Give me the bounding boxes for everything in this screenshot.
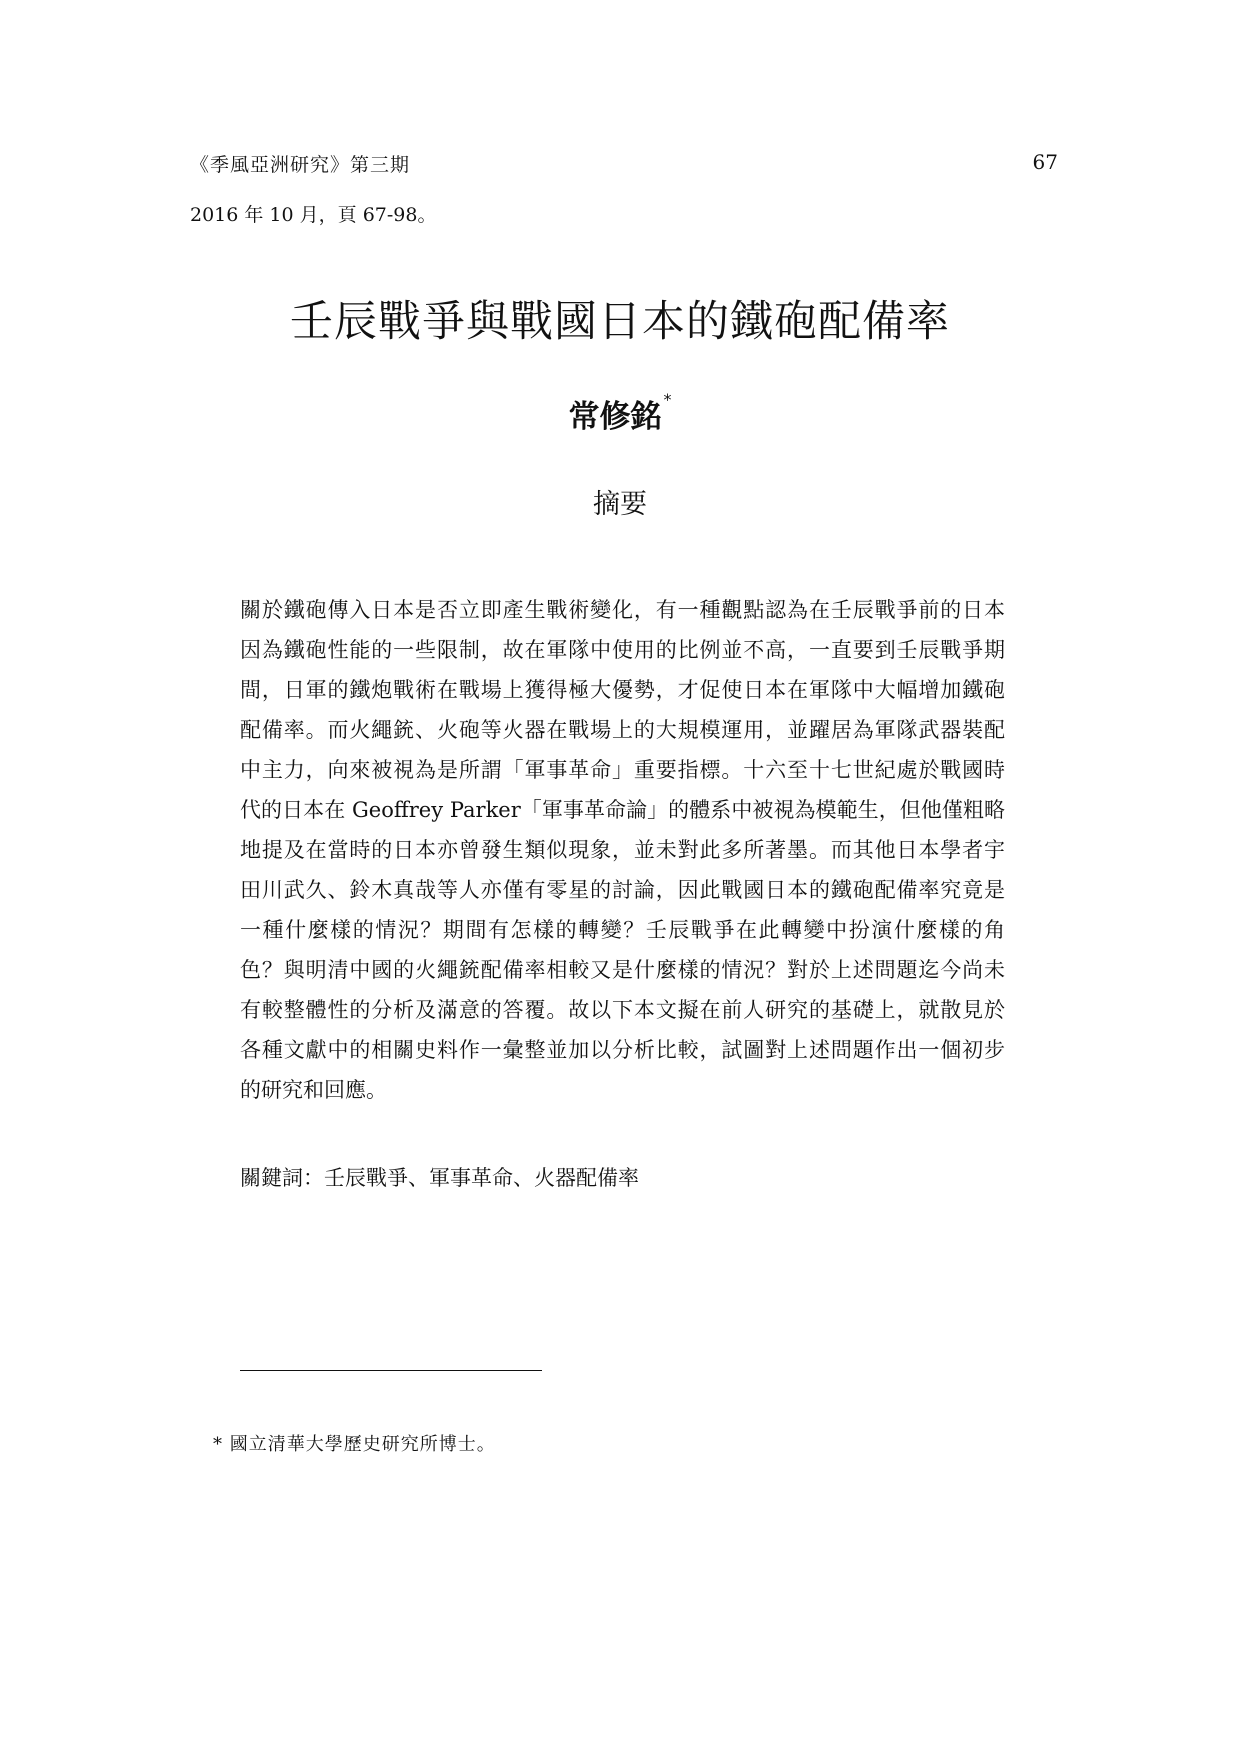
footnote-divider xyxy=(240,1370,542,1371)
abstract-line: 田川武久、鈴木真哉等人亦僅有零星的討論，因此戰國日本的鐵砲配備率究竟是 xyxy=(240,878,1005,902)
abstract-line: 間，日軍的鐵炮戰術在戰場上獲得極大優勢，才促使日本在軍隊中大幅增加鐵砲 xyxy=(240,678,1005,702)
author-footnote-mark[interactable]: * xyxy=(663,390,672,409)
article-title: 壬辰戰爭與戰國日本的鐵砲配備率 xyxy=(290,297,950,347)
abstract-line: 各種文獻中的相關史料作一彙整並加以分析比較，試圖對上述問題作出一個初步 xyxy=(240,1038,1005,1062)
abstract-line: 代的日本在 Geoffrey Parker「軍事革命論」的體系中被視為模範生，但他僅粗略 xyxy=(240,798,1005,822)
abstract-body xyxy=(240,590,1005,1110)
abstract-line: 地提及在當時的日本亦曾發生類似現象，並未對此多所著墨。而其他日本學者宇 xyxy=(240,838,1005,862)
issue-date: 2016 年 10 月，頁 67-98。 xyxy=(190,204,437,226)
abstract-line: 因為鐵砲性能的一些限制，故在軍隊中使用的比例並不高，一直要到壬辰戰爭期 xyxy=(240,638,1005,662)
abstract-line: 配備率。而火繩銃、火砲等火器在戰場上的大規模運用，並躍居為軍隊武器裝配 xyxy=(240,718,1005,742)
abstract-heading: 摘要 xyxy=(593,489,647,520)
abstract-line: 有較整體性的分析及滿意的答覆。故以下本文擬在前人研究的基礎上，就散見於 xyxy=(240,998,1005,1022)
abstract-line: 的研究和回應。 xyxy=(240,1078,387,1102)
keywords: 關鍵詞：壬辰戰爭、軍事革命、火器配備率 xyxy=(240,1166,639,1190)
abstract-line: 色？與明清中國的火繩銃配備率相較又是什麼樣的情況？對於上述問題迄今尚未 xyxy=(240,958,1005,982)
abstract-line: 中主力，向來被視為是所謂「軍事革命」重要指標。十六至十七世紀處於戰國時 xyxy=(240,758,1005,782)
footnote-author-affiliation: * 國立清華大學歷史研究所博士。 xyxy=(213,1434,496,1455)
abstract-line: 一種什麼樣的情況？期間有怎樣的轉變？壬辰戰爭在此轉變中扮演什麼樣的角 xyxy=(240,918,1005,942)
page-number: 67 xyxy=(1032,150,1058,174)
author-line xyxy=(0,390,1240,436)
abstract-line: 關於鐵砲傳入日本是否立即產生戰術變化，有一種觀點認為在壬辰戰爭前的日本 xyxy=(240,598,1005,622)
journal-name: 《季風亞洲研究》第三期 xyxy=(190,154,411,176)
author-name: 常修銘 xyxy=(568,399,662,435)
